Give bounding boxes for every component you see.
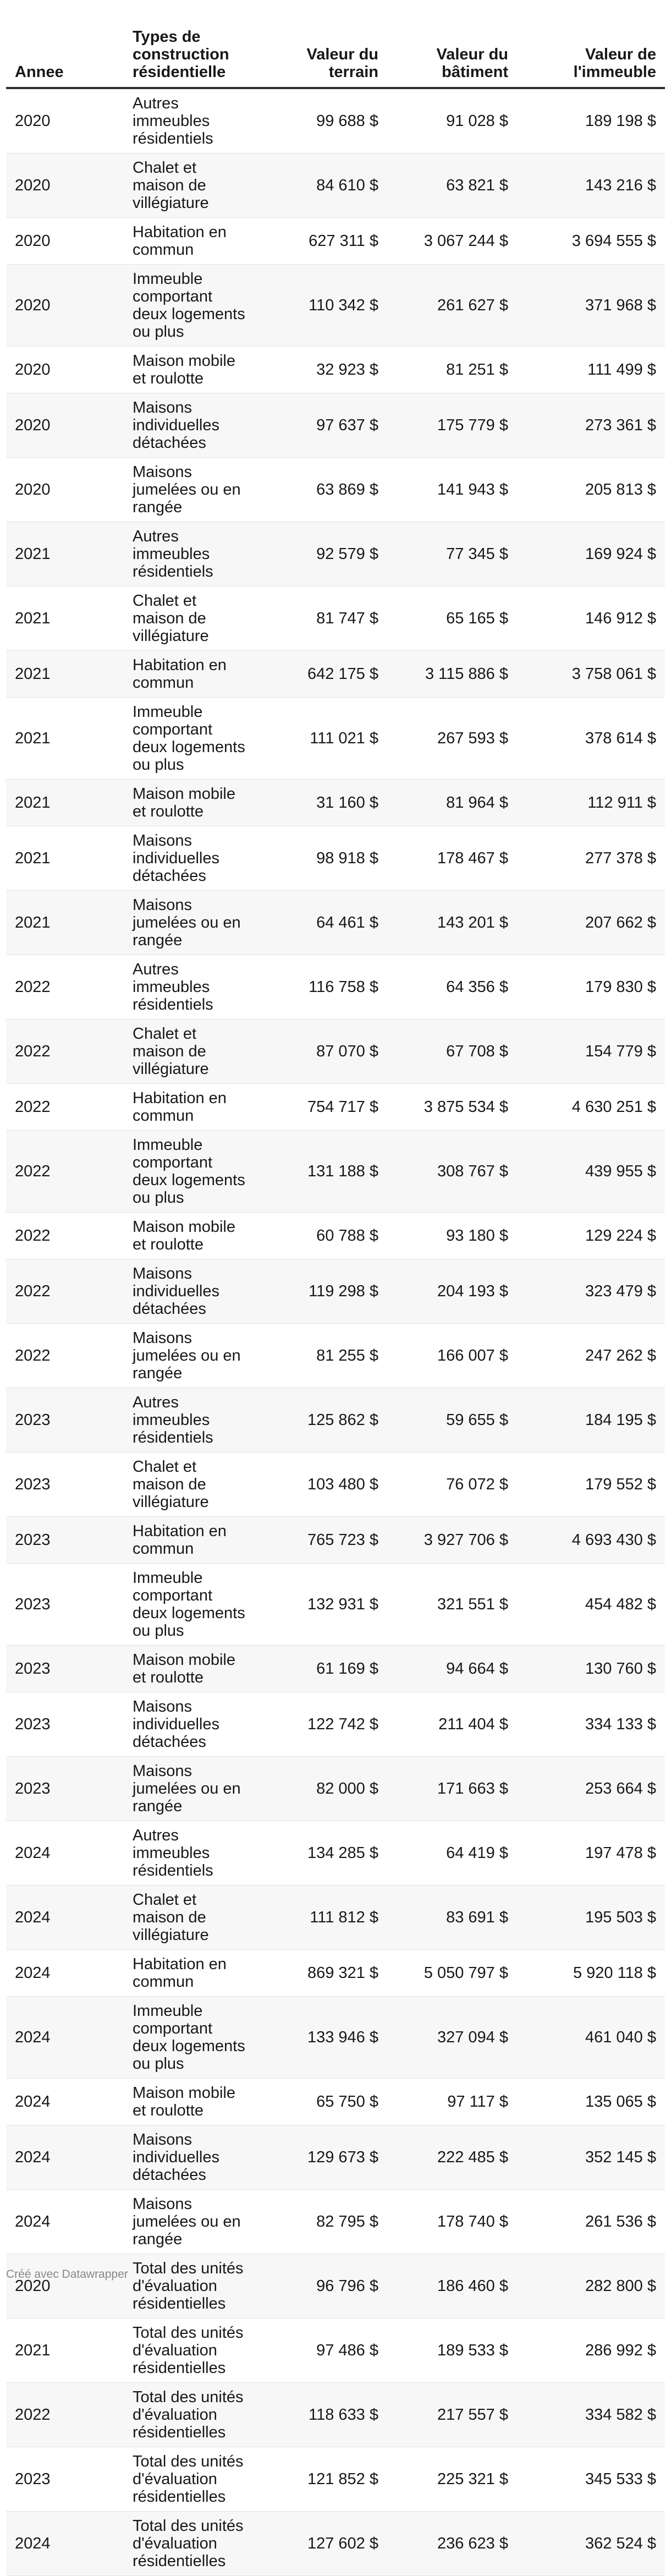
cell-property-value: 352 145 $ [517,2125,665,2190]
cell-year: 2024 [6,1997,124,2079]
cell-year: 2020 [6,347,124,393]
cell-land-value: 127 602 $ [257,2512,387,2576]
cell-building-value: 81 964 $ [387,780,517,826]
cell-land-value: 131 188 $ [257,1131,387,1213]
table-row [6,265,665,347]
cell-type: Total des unités d'évaluation résidentielles [124,2512,257,2576]
cell-property-value: 253 664 $ [517,1757,665,1821]
cell-property-value: 3 694 555 $ [517,218,665,265]
cell-type: Maisons individuelles détachées [124,1259,257,1324]
cell-year: 2021 [6,522,124,587]
cell-building-value: 204 193 $ [387,1259,517,1324]
cell-type: Autres immeubles résidentiels [124,1388,257,1453]
table-row [6,1020,665,1084]
cell-type: Maison mobile et roulotte [124,1213,257,1259]
cell-year: 2023 [6,2447,124,2512]
table-row [6,1084,665,1131]
cell-building-value: 5 050 797 $ [387,1950,517,1997]
cell-property-value: 146 912 $ [517,587,665,651]
cell-year: 2024 [6,2190,124,2254]
cell-type: Immeuble comportant deux logements ou plus [124,698,257,780]
table-row [6,1259,665,1324]
cell-year: 2023 [6,1388,124,1453]
cell-building-value: 308 767 $ [387,1131,517,1213]
cell-building-value: 178 740 $ [387,2190,517,2254]
cell-type: Habitation en commun [124,1517,257,1564]
table-row [6,2254,665,2319]
header-row [6,22,665,88]
cell-land-value: 118 633 $ [257,2383,387,2447]
cell-property-value: 195 503 $ [517,1886,665,1950]
cell-land-value: 31 160 $ [257,780,387,826]
cell-type: Habitation en commun [124,218,257,265]
table-row [6,780,665,826]
cell-building-value: 327 094 $ [387,1997,517,2079]
cell-land-value: 119 298 $ [257,1259,387,1324]
cell-type: Maisons jumelées ou en rangée [124,1757,257,1821]
cell-type: Maisons jumelées ou en rangée [124,891,257,955]
cell-year: 2021 [6,780,124,826]
cell-land-value: 869 321 $ [257,1950,387,1997]
cell-type: Maisons jumelées ou en rangée [124,458,257,522]
cell-property-value: 247 262 $ [517,1324,665,1388]
table-row [6,1886,665,1950]
table-row [6,651,665,698]
cell-year: 2022 [6,1213,124,1259]
cell-year: 2020 [6,218,124,265]
cell-building-value: 178 467 $ [387,826,517,891]
cell-property-value: 323 479 $ [517,1259,665,1324]
cell-property-value: 205 813 $ [517,458,665,522]
cell-building-value: 236 623 $ [387,2512,517,2576]
cell-property-value: 112 911 $ [517,780,665,826]
cell-type: Maisons individuelles détachées [124,1692,257,1757]
table-row [6,1821,665,1886]
cell-land-value: 98 918 $ [257,826,387,891]
cell-year: 2020 [6,265,124,347]
cell-building-value: 222 485 $ [387,2125,517,2190]
table-row [6,955,665,1020]
cell-property-value: 461 040 $ [517,1997,665,2079]
table-row [6,1517,665,1564]
cell-building-value: 171 663 $ [387,1757,517,1821]
cell-year: 2024 [6,2512,124,2576]
cell-type: Maisons jumelées ou en rangée [124,1324,257,1388]
cell-year: 2023 [6,1757,124,1821]
cell-property-value: 454 482 $ [517,1564,665,1646]
table-row [6,2512,665,2576]
column-header-building-value[interactable]: Valeur du bâtiment [387,22,517,88]
cell-type: Chalet et maison de villégiature [124,154,257,218]
cell-land-value: 134 285 $ [257,1821,387,1886]
cell-building-value: 3 875 534 $ [387,1084,517,1131]
table-row [6,1564,665,1646]
cell-year: 2023 [6,1692,124,1757]
cell-land-value: 132 931 $ [257,1564,387,1646]
cell-year: 2022 [6,1131,124,1213]
cell-building-value: 3 067 244 $ [387,218,517,265]
cell-type: Autres immeubles résidentiels [124,88,257,154]
cell-year: 2022 [6,1324,124,1388]
cell-type: Immeuble comportant deux logements ou plus [124,1131,257,1213]
cell-property-value: 207 662 $ [517,891,665,955]
cell-building-value: 141 943 $ [387,458,517,522]
cell-year: 2023 [6,1646,124,1692]
cell-building-value: 217 557 $ [387,2383,517,2447]
cell-building-value: 211 404 $ [387,1692,517,1757]
cell-building-value: 94 664 $ [387,1646,517,1692]
cell-type: Immeuble comportant deux logements ou plus [124,1997,257,2079]
table-row [6,698,665,780]
table-body [6,88,665,2576]
cell-building-value: 321 551 $ [387,1564,517,1646]
cell-land-value: 121 852 $ [257,2447,387,2512]
cell-property-value: 169 924 $ [517,522,665,587]
cell-year: 2024 [6,2079,124,2125]
cell-land-value: 642 175 $ [257,651,387,698]
cell-property-value: 334 133 $ [517,1692,665,1757]
table-row [6,1950,665,1997]
cell-type: Chalet et maison de villégiature [124,1453,257,1517]
cell-land-value: 99 688 $ [257,88,387,154]
cell-building-value: 93 180 $ [387,1213,517,1259]
cell-type: Maisons individuelles détachées [124,393,257,458]
cell-year: 2022 [6,1084,124,1131]
cell-property-value: 189 198 $ [517,88,665,154]
table-row [6,1757,665,1821]
cell-land-value: 133 946 $ [257,1997,387,2079]
cell-type: Autres immeubles résidentiels [124,1821,257,1886]
cell-property-value: 111 499 $ [517,347,665,393]
cell-property-value: 345 533 $ [517,2447,665,2512]
cell-land-value: 63 869 $ [257,458,387,522]
cell-building-value: 3 115 886 $ [387,651,517,698]
cell-property-value: 371 968 $ [517,265,665,347]
cell-land-value: 627 311 $ [257,218,387,265]
table-row [6,2383,665,2447]
cell-building-value: 59 655 $ [387,1388,517,1453]
cell-property-value: 129 224 $ [517,1213,665,1259]
table-header [6,22,665,88]
table-row [6,1453,665,1517]
cell-type: Total des unités d'évaluation résidentielles [124,2447,257,2512]
cell-building-value: 175 779 $ [387,393,517,458]
cell-type: Maison mobile et roulotte [124,780,257,826]
cell-year: 2022 [6,2383,124,2447]
cell-building-value: 166 007 $ [387,1324,517,1388]
cell-building-value: 261 627 $ [387,265,517,347]
cell-year: 2020 [6,458,124,522]
cell-property-value: 184 195 $ [517,1388,665,1453]
table-row [6,1646,665,1692]
cell-land-value: 81 255 $ [257,1324,387,1388]
table-row [6,458,665,522]
cell-year: 2021 [6,651,124,698]
table-row [6,154,665,218]
cell-property-value: 154 779 $ [517,1020,665,1084]
cell-type: Total des unités d'évaluation résidentielles [124,2383,257,2447]
cell-year: 2022 [6,955,124,1020]
table-row [6,2079,665,2125]
cell-land-value: 64 461 $ [257,891,387,955]
cell-year: 2021 [6,891,124,955]
cell-land-value: 84 610 $ [257,154,387,218]
cell-year: 2020 [6,2254,124,2319]
cell-property-value: 130 760 $ [517,1646,665,1692]
table-row [6,2190,665,2254]
cell-year: 2020 [6,393,124,458]
cell-property-value: 179 552 $ [517,1453,665,1517]
cell-land-value: 125 862 $ [257,1388,387,1453]
table-row [6,1388,665,1453]
cell-property-value: 286 992 $ [517,2319,665,2383]
cell-year: 2022 [6,1020,124,1084]
cell-year: 2021 [6,2319,124,2383]
cell-building-value: 76 072 $ [387,1453,517,1517]
cell-type: Maison mobile et roulotte [124,2079,257,2125]
cell-property-value: 439 955 $ [517,1131,665,1213]
cell-building-value: 77 345 $ [387,522,517,587]
table-row [6,2125,665,2190]
cell-property-value: 143 216 $ [517,154,665,218]
cell-year: 2024 [6,1886,124,1950]
table-row [6,826,665,891]
cell-type: Maisons individuelles détachées [124,826,257,891]
cell-land-value: 110 342 $ [257,265,387,347]
cell-type: Chalet et maison de villégiature [124,587,257,651]
cell-land-value: 129 673 $ [257,2125,387,2190]
table-row [6,2319,665,2383]
cell-land-value: 65 750 $ [257,2079,387,2125]
cell-land-value: 765 723 $ [257,1517,387,1564]
table-row [6,393,665,458]
cell-land-value: 122 742 $ [257,1692,387,1757]
cell-property-value: 4 693 430 $ [517,1517,665,1564]
cell-land-value: 92 579 $ [257,522,387,587]
footer-credit[interactable]: Créé avec Datawrapper [6,2268,128,2281]
cell-land-value: 81 747 $ [257,587,387,651]
table-row [6,1692,665,1757]
cell-land-value: 96 796 $ [257,2254,387,2319]
table-row [6,587,665,651]
column-header-land-value[interactable]: Valeur du terrain [257,22,387,88]
cell-land-value: 32 923 $ [257,347,387,393]
cell-type: Autres immeubles résidentiels [124,955,257,1020]
cell-land-value: 97 486 $ [257,2319,387,2383]
cell-building-value: 64 419 $ [387,1821,517,1886]
cell-land-value: 116 758 $ [257,955,387,1020]
cell-building-value: 97 117 $ [387,2079,517,2125]
cell-property-value: 197 478 $ [517,1821,665,1886]
cell-property-value: 5 920 118 $ [517,1950,665,1997]
cell-year: 2024 [6,1821,124,1886]
cell-year: 2023 [6,1517,124,1564]
table-row [6,522,665,587]
cell-building-value: 83 691 $ [387,1886,517,1950]
cell-land-value: 82 000 $ [257,1757,387,1821]
table-row [6,1997,665,2079]
cell-property-value: 261 536 $ [517,2190,665,2254]
cell-property-value: 179 830 $ [517,955,665,1020]
cell-building-value: 64 356 $ [387,955,517,1020]
cell-building-value: 267 593 $ [387,698,517,780]
column-header-type[interactable]: Types de construction résidentielle [124,22,257,88]
cell-year: 2021 [6,698,124,780]
cell-building-value: 65 165 $ [387,587,517,651]
cell-land-value: 754 717 $ [257,1084,387,1131]
cell-property-value: 273 361 $ [517,393,665,458]
cell-property-value: 277 378 $ [517,826,665,891]
cell-building-value: 143 201 $ [387,891,517,955]
cell-land-value: 61 169 $ [257,1646,387,1692]
cell-year: 2024 [6,2125,124,2190]
cell-land-value: 60 788 $ [257,1213,387,1259]
cell-type: Immeuble comportant deux logements ou plus [124,265,257,347]
cell-building-value: 81 251 $ [387,347,517,393]
cell-land-value: 82 795 $ [257,2190,387,2254]
cell-building-value: 225 321 $ [387,2447,517,2512]
cell-property-value: 334 582 $ [517,2383,665,2447]
table-row [6,218,665,265]
cell-type: Autres immeubles résidentiels [124,522,257,587]
cell-year: 2022 [6,1259,124,1324]
table-row [6,88,665,154]
cell-building-value: 67 708 $ [387,1020,517,1084]
column-header-year[interactable]: Annee [6,22,124,88]
cell-land-value: 87 070 $ [257,1020,387,1084]
table-row [6,1324,665,1388]
cell-type: Total des unités d'évaluation résidentielles [124,2254,257,2319]
cell-type: Maison mobile et roulotte [124,1646,257,1692]
cell-property-value: 4 630 251 $ [517,1084,665,1131]
cell-year: 2021 [6,826,124,891]
cell-building-value: 189 533 $ [387,2319,517,2383]
cell-building-value: 3 927 706 $ [387,1517,517,1564]
cell-type: Total des unités d'évaluation résidentielles [124,2319,257,2383]
cell-type: Chalet et maison de villégiature [124,1886,257,1950]
table-row [6,347,665,393]
cell-land-value: 103 480 $ [257,1453,387,1517]
cell-year: 2021 [6,587,124,651]
cell-year: 2020 [6,88,124,154]
cell-property-value: 362 524 $ [517,2512,665,2576]
cell-year: 2020 [6,154,124,218]
table-row [6,891,665,955]
data-table [6,22,665,2576]
cell-type: Habitation en commun [124,651,257,698]
cell-property-value: 378 614 $ [517,698,665,780]
cell-property-value: 135 065 $ [517,2079,665,2125]
cell-land-value: 111 021 $ [257,698,387,780]
column-header-property-value[interactable]: Valeur de l'immeuble [517,22,665,88]
cell-land-value: 111 812 $ [257,1886,387,1950]
table-row [6,1213,665,1259]
cell-property-value: 3 758 061 $ [517,651,665,698]
cell-building-value: 63 821 $ [387,154,517,218]
cell-building-value: 186 460 $ [387,2254,517,2319]
cell-property-value: 282 800 $ [517,2254,665,2319]
table-row [6,2447,665,2512]
cell-land-value: 97 637 $ [257,393,387,458]
cell-type: Habitation en commun [124,1084,257,1131]
cell-type: Immeuble comportant deux logements ou plus [124,1564,257,1646]
cell-type: Maisons jumelées ou en rangée [124,2190,257,2254]
cell-type: Chalet et maison de villégiature [124,1020,257,1084]
cell-type: Habitation en commun [124,1950,257,1997]
cell-year: 2023 [6,1453,124,1517]
cell-year: 2023 [6,1564,124,1646]
table-row [6,1131,665,1213]
cell-building-value: 91 028 $ [387,88,517,154]
cell-year: 2024 [6,1950,124,1997]
cell-type: Maison mobile et roulotte [124,347,257,393]
cell-type: Maisons individuelles détachées [124,2125,257,2190]
